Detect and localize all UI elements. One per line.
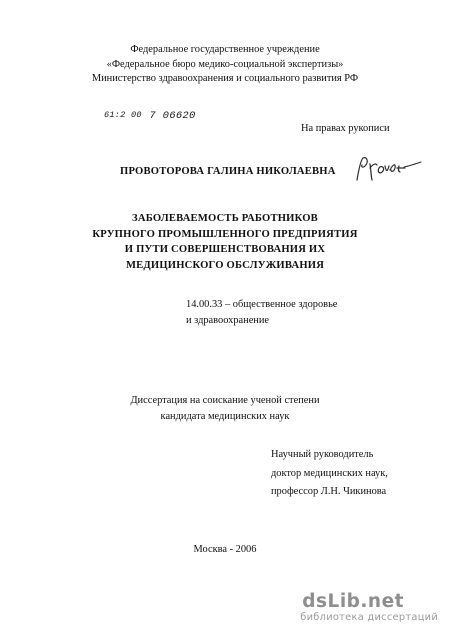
author-name: ПРОВОТОРОВА ГАЛИНА НИКОЛАЕВНА <box>120 166 336 177</box>
title-line-3: И ПУТИ СОВЕРШЕНСТВОВАНИЯ ИХ <box>124 244 326 255</box>
library-stamp <box>104 110 196 122</box>
title-line-4: МЕДИЦИНСКОГО ОБСЛУЖИВАНИЯ <box>125 259 325 271</box>
title-line-1: ЗАБОЛЕВАЕМОСТЬ РАБОТНИКОВ <box>132 213 318 224</box>
watermark-logo: dsLib.net <box>302 591 404 612</box>
stamp-lead: 61:2 00 <box>104 110 142 120</box>
specialty-line-1: 14.00.33 – общественное здоровье <box>186 299 338 310</box>
scientific-advisor <box>271 446 388 502</box>
watermark-tagline: библиотека диссертаций <box>300 612 438 623</box>
advisor-line-3: профессор Л.Н. Чикинова <box>271 486 387 497</box>
degree-statement <box>0 393 450 425</box>
header-line-3: Министерство здравоохранения и социального развития РФ <box>91 73 359 85</box>
advisor-line-1: Научный руководитель <box>271 449 374 460</box>
specialty-code <box>186 297 337 328</box>
title-line-2: КРУПНОГО ПРОМЫШЛЕННОГО ПРЕДПРИЯТИЯ <box>92 228 358 240</box>
institution-header <box>0 43 450 87</box>
rights-note: На правах рукописи <box>301 123 390 134</box>
degree-line-1: Диссертация на соискание ученой степени <box>130 395 320 406</box>
advisor-line-2: доктор медицинских наук, <box>271 467 388 479</box>
handwritten-signature <box>353 150 423 190</box>
header-line-1: Федеральное государственное учреждение <box>130 44 320 55</box>
header-line-2: «Федеральное бюро медико-социальной экспертизы» <box>106 58 344 70</box>
dslib-watermark <box>300 592 438 623</box>
stamp-code: 7 06620 <box>149 110 196 122</box>
dissertation-title <box>0 211 450 273</box>
specialty-line-2: и здравоохранение <box>186 314 270 326</box>
city-year: Москва - 2006 <box>193 544 257 555</box>
degree-line-2: кандидата медицинских наук <box>160 411 290 422</box>
